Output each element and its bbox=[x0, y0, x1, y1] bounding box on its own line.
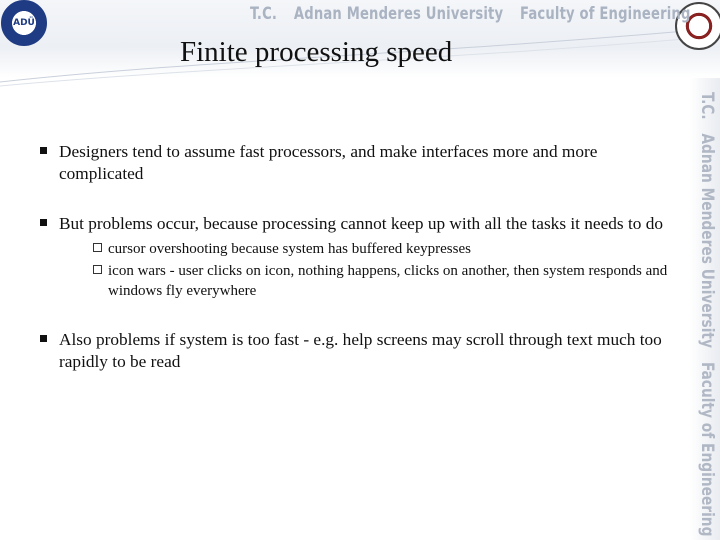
university-logo: ADÜ bbox=[1, 0, 47, 46]
square-bullet-icon bbox=[40, 219, 47, 226]
side-tc: T.C. bbox=[697, 92, 717, 120]
sub-bullet-text: icon wars - user clicks on icon, nothing happens, clicks on another, then system responds and windows fly everywhere bbox=[108, 263, 668, 299]
side-faculty: Faculty of Engineering bbox=[697, 361, 717, 537]
side-university: Adnan Menderes University bbox=[697, 133, 717, 349]
slide-title: Finite processing speed bbox=[180, 36, 453, 68]
bullet-item bbox=[40, 213, 670, 301]
box-bullet-icon bbox=[93, 265, 102, 274]
sub-bullet-text: cursor overshooting because system has buffered keypresses bbox=[108, 241, 471, 257]
sub-bullet-item bbox=[59, 239, 670, 259]
sub-list bbox=[59, 239, 670, 301]
square-bullet-icon bbox=[40, 147, 47, 154]
bullet-item bbox=[40, 329, 670, 373]
sub-bullet-item bbox=[59, 261, 670, 301]
header-faculty: Faculty of Engineering bbox=[520, 4, 691, 24]
bullet-item bbox=[40, 141, 670, 185]
bullet-text: Designers tend to assume fast processors, and make interfaces more and more complicated bbox=[59, 142, 598, 183]
side-institution bbox=[697, 92, 717, 545]
header-university: Adnan Menderes University bbox=[293, 4, 504, 24]
square-bullet-icon bbox=[40, 335, 47, 342]
header-institution bbox=[250, 4, 703, 24]
box-bullet-icon bbox=[93, 243, 102, 252]
slide-content bbox=[40, 141, 670, 401]
bullet-text: But problems occur, because processing cannot keep up with all the tasks it needs to do bbox=[59, 214, 663, 233]
header-tc: T.C. bbox=[250, 4, 278, 24]
bullet-text: Also problems if system is too fast - e.g. help screens may scroll through text much too rapidly to be read bbox=[59, 330, 662, 371]
